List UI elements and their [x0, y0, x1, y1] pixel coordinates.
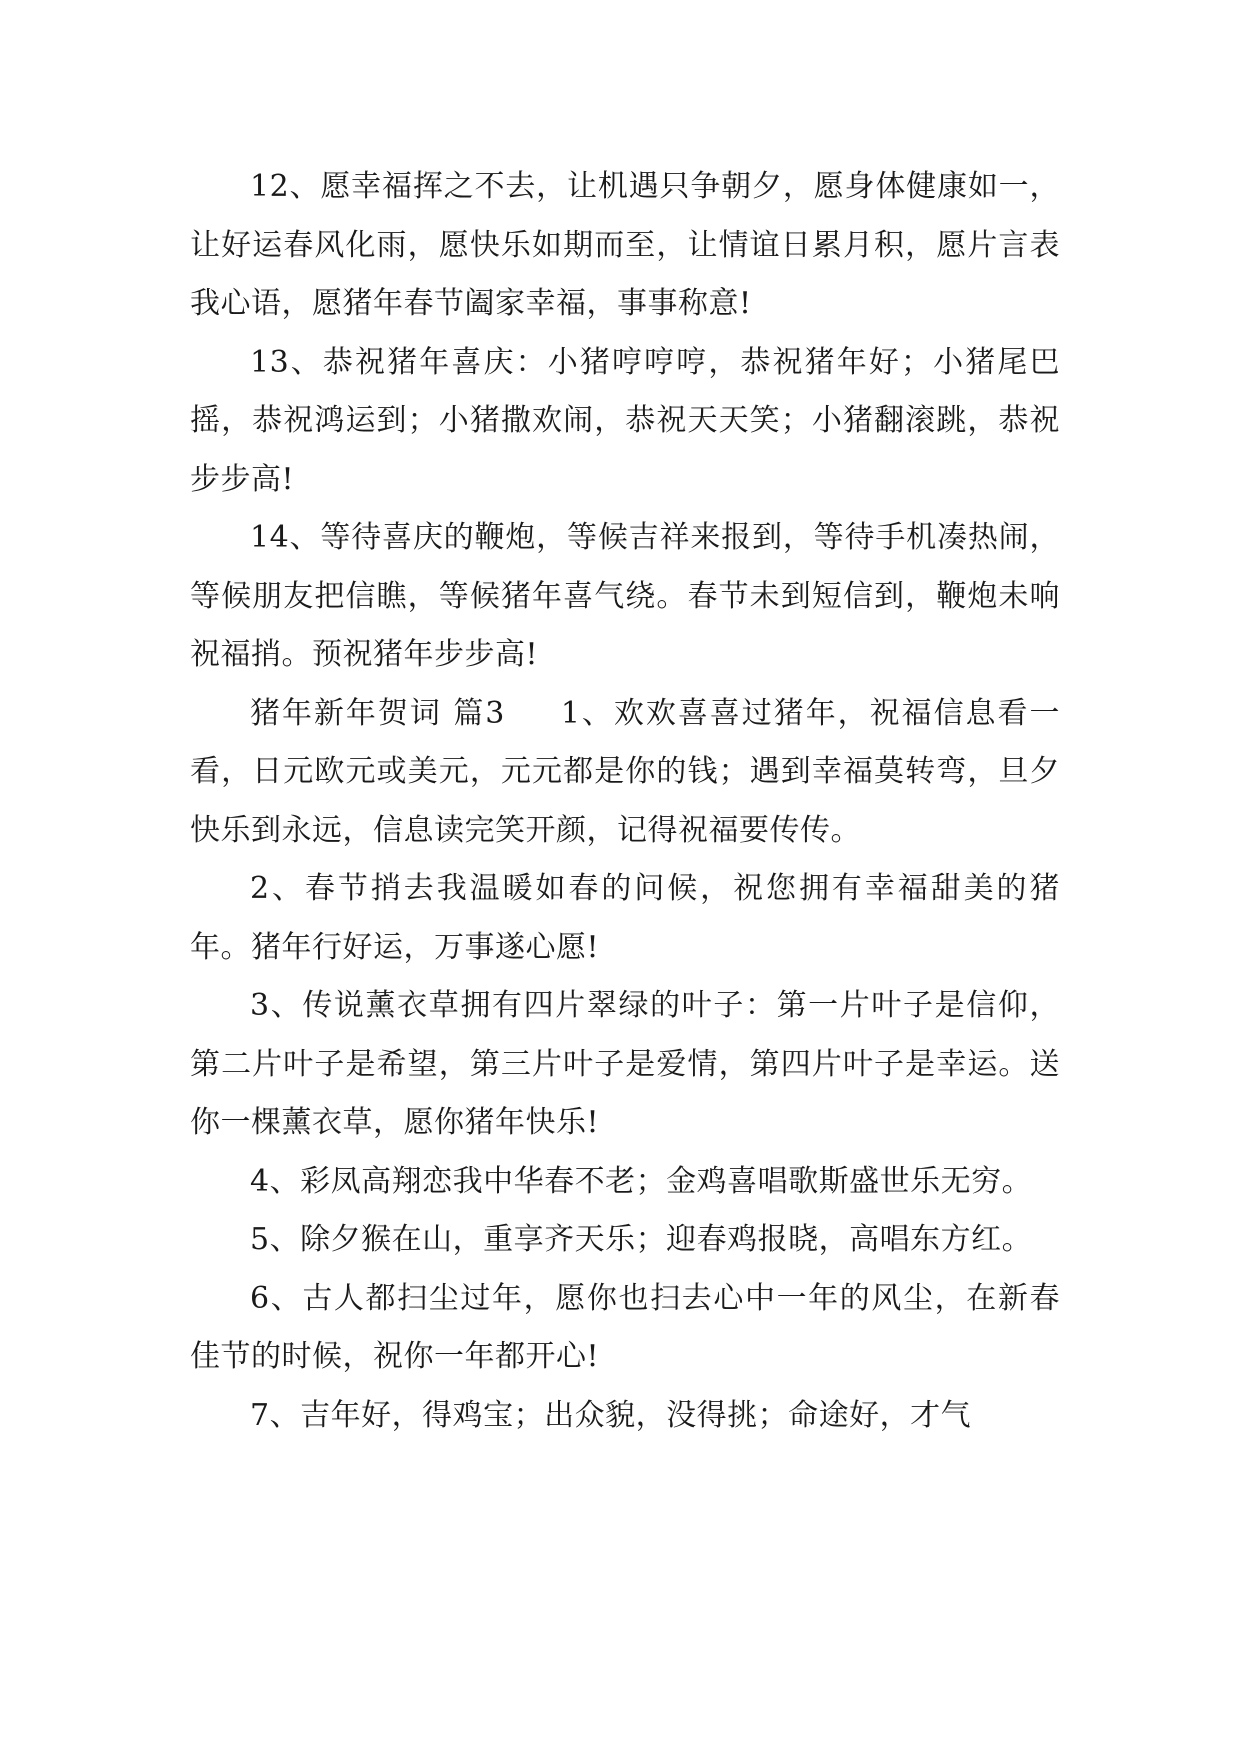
section-first-item: 1、欢欢喜喜过猪年，祝福信息看一看，日元欧元或美元，元元都是你的钱；遇到幸福莫转弯，旦夕快乐到永远，信息读完笑开颜，记得祝福要传传。 [190, 695, 1060, 848]
item-4: 4、彩凤高翔恋我中华春不老；金鸡喜唱歌斯盛世乐无穷。 [250, 1163, 1033, 1199]
document-body [190, 158, 1060, 1445]
item-2: 2、春节捎去我温暖如春的问候，祝您拥有幸福甜美的猪年。猪年行好运，万事遂心愿! [190, 871, 1060, 965]
paragraph-12: 12、愿幸福挥之不去，让机遇只争朝夕，愿身体健康如一，让好运春风化雨，愿快乐如期而至，让情谊日累月积，愿片言表我心语，愿猪年春节阖家幸福，事事称意! [190, 169, 1060, 321]
item-5: 5、除夕猴在山，重享齐天乐；迎春鸡报晓，高唱东方红。 [250, 1222, 1033, 1257]
section-heading: 猪年新年贺词 篇3 [250, 695, 505, 731]
item-6: 6、古人都扫尘过年，愿你也扫去心中一年的风尘，在新春佳节的时候，祝你一年都开心! [190, 1280, 1060, 1374]
paragraph-13: 13、恭祝猪年喜庆：小猪哼哼哼，恭祝猪年好；小猪尾巴摇，恭祝鸿运到；小猪撒欢闹，恭祝天天笑；小猪翻滚跳，恭祝步步高! [190, 344, 1060, 497]
section-paragraph [190, 685, 1060, 861]
paragraph-14: 14、等待喜庆的鞭炮，等候吉祥来报到，等待手机凑热闹，等候朋友把信瞧，等候猪年喜气绕。春节未到短信到，鞭炮未响祝福捎。预祝猪年步步高! [190, 520, 1060, 672]
item-3: 3、传说薰衣草拥有四片翠绿的叶子：第一片叶子是信仰，第二片叶子是希望，第三片叶子是爱情，第四片叶子是幸运。送你一棵薰衣草，愿你猪年快乐! [190, 988, 1060, 1140]
item-7: 7、吉年好，得鸡宝；出众貌，没得挑；命途好，才气 [250, 1397, 972, 1433]
